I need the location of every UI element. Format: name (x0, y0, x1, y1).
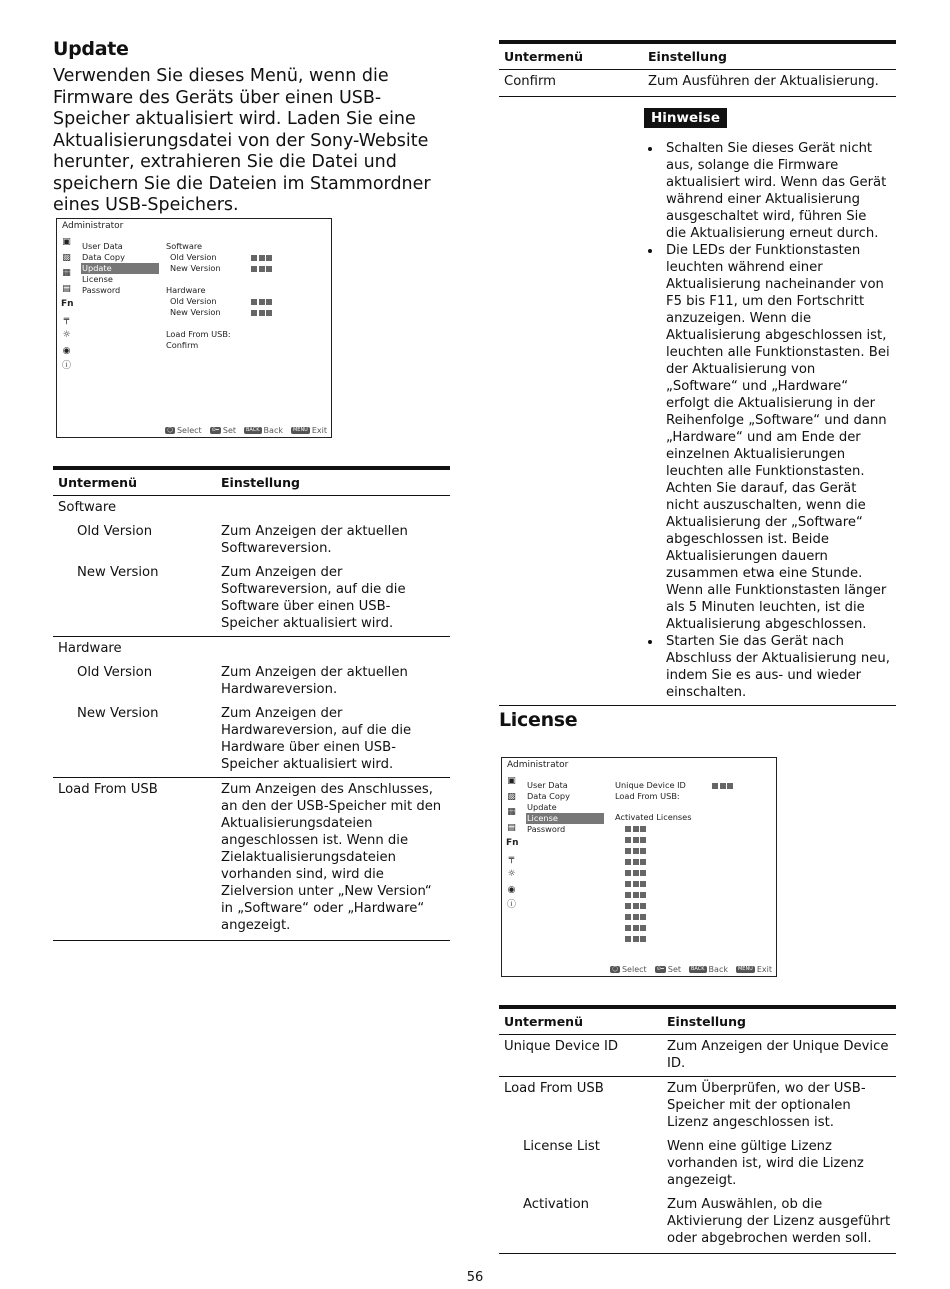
submenu-cell: License List (523, 1139, 600, 1154)
screen-value-row (166, 318, 276, 329)
screen-menu-item: Data Copy (82, 252, 125, 262)
screen-menu-item: Password (82, 285, 121, 295)
footer-set: Set (222, 426, 236, 435)
table-row (499, 1193, 896, 1254)
table-row (499, 1077, 896, 1136)
value-placeholder (625, 845, 648, 855)
footer-back: Back (263, 426, 283, 435)
hinweise-badge: Hinweise (644, 108, 727, 128)
update-table-wrap (53, 466, 450, 941)
submenu-cell: Software (58, 500, 117, 515)
back-key-icon: BACK (691, 966, 705, 972)
column-header-submenu: Untermenü (53, 468, 216, 496)
value-placeholder (625, 922, 648, 932)
setting-cell: Zum Anzeigen der Hardwareversion, auf die die Hardware über einen USB-Speicher aktualisiert wird. (221, 706, 412, 772)
screen-menu-item: License (82, 274, 113, 284)
menu-key-icon: MENU (292, 427, 308, 433)
hinweise-divider (499, 705, 896, 706)
picture-icon: ▨ (62, 252, 71, 263)
settings-icon: ☼ (62, 330, 71, 340)
set-key-icon: ⊙━ (211, 427, 219, 433)
screen-value-label: Hardware (166, 285, 206, 295)
hinweise-item: • Die LEDs der Funktionstasten leuchten während einer Aktualisierung nacheinander von F5 bis F11, um den Fortschritt anzuzeigen. Wenn die Aktualisierung abgeschlossen ist, leuchten alle Funktionstasten. Bei der Aktualisierung von „Software“ und „Hardware“ erfolgt die Aktualisierung in der Reihenfolge „Software“ und dann „Hardware“ und am Ende der einzelnen Aktualisierungen leuchten alle Funktionstasten. Achten Sie darauf, das Gerät nicht auszuschalten, wenn die Aktualisierung der „Software“ abgeschlossen ist. Beide Aktualisierungen dauern zusammen etwa eine Stunde. Wenn alle Funktionstasten länger als 5 Minuten leuchten, ist die Aktualisierung abgeschlossen. (662, 242, 890, 633)
screen-menu-item: Update (81, 263, 159, 274)
set-key-icon: ⊙━ (656, 966, 664, 972)
screen-values (166, 241, 276, 351)
hinweise-item: • Schalten Sie dieses Gerät nicht aus, solange die Firmware aktualisiert wird. Wenn das Gerät während einer Aktualisierung ausgeschaltet wird, führen Sie die Aktualisierung erneut durch. (662, 140, 890, 242)
screen-value-label: Old Version (170, 252, 217, 262)
submenu-cell: Confirm (499, 70, 643, 97)
value-placeholder (625, 889, 648, 899)
back-key-icon: BACK (246, 427, 260, 433)
value-placeholder (625, 856, 648, 866)
footer-exit: Exit (311, 426, 327, 435)
license-table (499, 1005, 896, 1254)
submenu-cell: Old Version (77, 524, 153, 539)
screen-value-row (166, 274, 276, 285)
value-placeholder (625, 911, 648, 921)
screen-value-row (166, 340, 276, 351)
license-row (625, 933, 755, 944)
license-rows (615, 823, 755, 834)
setting-cell: Zum Anzeigen der aktuellen Hardwareversion. (221, 665, 408, 697)
table-row (499, 1035, 896, 1077)
screen-menu-item: Password (527, 824, 566, 834)
menu-key-icon: MENU (737, 966, 753, 972)
screen-value-row (166, 252, 276, 263)
hinweise-item: • Starten Sie das Gerät nach Abschluss der Aktualisierung neu, indem Sie es aus- und wieder einschalten. (662, 633, 890, 701)
screen-menu-item: License (526, 813, 604, 824)
license-screen-mock (501, 757, 777, 977)
column-header-submenu: Untermenü (499, 42, 643, 70)
license-row (625, 867, 755, 878)
value-placeholder (251, 296, 274, 307)
screen-value-label: New Version (170, 263, 221, 273)
user-icon: ▣ (507, 776, 516, 786)
select-key-icon: ◯ (612, 966, 618, 972)
value-placeholder (625, 867, 648, 877)
user-icon: ▣ (62, 237, 71, 247)
setting-cell: Zum Anzeigen der Unique Device ID. (667, 1039, 889, 1071)
column-header-setting: Einstellung (662, 1007, 896, 1035)
screen-footer (602, 965, 772, 974)
table-row (53, 561, 450, 637)
license-row (625, 878, 755, 889)
column-header-submenu: Untermenü (499, 1007, 662, 1035)
screen-value-label: New Version (170, 307, 221, 317)
footer-back: Back (708, 965, 728, 974)
license-heading: License (499, 709, 578, 731)
value-placeholder (251, 252, 274, 263)
footer-select: Select (621, 965, 647, 974)
update-heading: Update (53, 38, 129, 60)
fn-icon: Fn (61, 299, 74, 309)
column-header-setting: Einstellung (643, 42, 896, 70)
screen-value-label: Confirm (166, 340, 199, 350)
confirm-table (499, 40, 896, 97)
setting-cell (216, 496, 450, 521)
table-row (53, 520, 450, 561)
submenu-cell: Load From USB (53, 778, 216, 941)
screen-footer (157, 426, 327, 435)
submenu-cell: Hardware (53, 637, 216, 662)
update-screen-mock (56, 218, 332, 438)
license-row (625, 922, 755, 933)
setting-cell: Zum Anzeigen der Softwareversion, auf die die Software über einen USB-Speicher aktualisiert wird. (221, 565, 406, 631)
submenu-cell: Load From USB (499, 1077, 662, 1136)
setting-cell: Zum Überprüfen, wo der USB-Speicher mit der optionalen Lizenz angeschlossen ist. (662, 1077, 896, 1136)
submenu-cell: New Version (77, 706, 159, 721)
hinweise-section (499, 107, 896, 706)
value-placeholder (712, 780, 735, 791)
activated-licenses-row: Activated Licenses (615, 812, 692, 822)
value-placeholder (625, 933, 648, 943)
table-row (499, 70, 896, 97)
value-placeholder (625, 878, 648, 888)
screen-title: Administrator (507, 760, 569, 770)
film-icon: ▦ (62, 268, 71, 278)
value-placeholder (625, 900, 648, 910)
footer-exit: Exit (756, 965, 772, 974)
screen-menu-item: Update (527, 802, 557, 812)
screen-value-row (166, 329, 276, 340)
setting-cell: Zum Anzeigen des Anschlusses, an den der USB-Speicher mit den Aktualisierungsdateien angeschlossen ist. Wenn die Zielaktualisierungsdateien vorhanden sind, wird die Zielversion unter „New Version“ in „Software“ oder „Hardware“ angezeigt. (216, 778, 450, 941)
license-section (499, 709, 896, 731)
license-row (625, 845, 755, 856)
footer-set: Set (667, 965, 681, 974)
value-placeholder (251, 307, 274, 318)
load-from-usb-row: Load From USB: (615, 791, 680, 801)
settings-icon: ☼ (507, 869, 516, 879)
table-row (53, 496, 450, 521)
screen-value-label: Load From USB: (166, 329, 231, 339)
license-row (625, 856, 755, 867)
select-key-icon: ◯ (167, 427, 173, 433)
hinweise-list (644, 140, 890, 701)
screen-value-row (166, 285, 276, 296)
screen-values (615, 780, 755, 834)
value-placeholder (625, 823, 648, 833)
submenu-cell: New Version (77, 565, 159, 580)
screen-value-label: Software (166, 241, 203, 251)
submenu-cell: Activation (499, 1193, 662, 1254)
network-icon: ╤ (63, 314, 70, 325)
footer-select: Select (176, 426, 202, 435)
screen-value-label: Old Version (170, 296, 217, 306)
license-row (625, 823, 755, 834)
screen-value-row (166, 296, 276, 307)
table-row (53, 778, 450, 941)
table-row (499, 1135, 896, 1193)
table-row (53, 702, 450, 778)
setting-cell: Wenn eine gültige Lizenz vorhanden ist, wird die Lizenz angezeigt. (667, 1139, 864, 1188)
screen-value-row (166, 307, 276, 318)
column-header-setting: Einstellung (216, 468, 450, 496)
screen-menu-item: Data Copy (527, 791, 570, 801)
screen-menu-item: User Data (82, 241, 123, 251)
unique-device-id-row: Unique Device ID (615, 780, 755, 791)
page-number: 56 (466, 1270, 484, 1285)
submenu-cell: Unique Device ID (504, 1039, 619, 1054)
screen-menu (81, 241, 159, 296)
wrench-icon: ◉ (62, 345, 71, 356)
update-table (53, 466, 450, 941)
info-icon: ⓘ (506, 900, 516, 910)
license-table-wrap (499, 1005, 896, 1254)
screen-value-row (166, 263, 276, 274)
picture-icon: ▨ (507, 791, 516, 802)
table-row (53, 637, 450, 662)
setting-cell (216, 637, 450, 662)
setting-cell: Zum Anzeigen der aktuellen Softwareversion. (221, 524, 408, 556)
setting-cell: Zum Ausführen der Aktualisierung. (643, 70, 896, 97)
confirm-table-wrap (499, 40, 896, 97)
film-icon: ▦ (507, 807, 516, 817)
screen-menu-item: User Data (527, 780, 568, 790)
value-placeholder (251, 263, 274, 274)
setting-cell: Zum Auswählen, ob die Aktivierung der Lizenz ausgeführt oder abgebrochen werden soll. (662, 1193, 896, 1254)
license-row (625, 911, 755, 922)
license-row (625, 889, 755, 900)
update-intro: Verwenden Sie dieses Menü, wenn die Firmware des Geräts über einen USB-Speicher aktualisiert wird. Laden Sie eine Aktualisierungsdatei von der Sony-Website herunter, extrahieren Sie die Datei und speichern Sie die Dateien im Stammordner eines USB-Speichers. (53, 66, 431, 215)
fn-icon: Fn (506, 838, 519, 848)
wrench-icon: ◉ (507, 884, 516, 895)
value-placeholder (625, 834, 648, 844)
update-section (53, 38, 450, 217)
network-icon: ╤ (508, 853, 515, 864)
license-row (625, 900, 755, 911)
screen-title: Administrator (62, 221, 124, 231)
table-row (53, 661, 450, 702)
submenu-cell: Old Version (77, 665, 153, 680)
info-icon: ⓘ (61, 361, 71, 371)
playback-icon: ▤ (62, 283, 71, 294)
playback-icon: ▤ (507, 822, 516, 833)
license-row (625, 834, 755, 845)
screen-menu (526, 780, 604, 835)
screen-value-row (166, 241, 276, 252)
